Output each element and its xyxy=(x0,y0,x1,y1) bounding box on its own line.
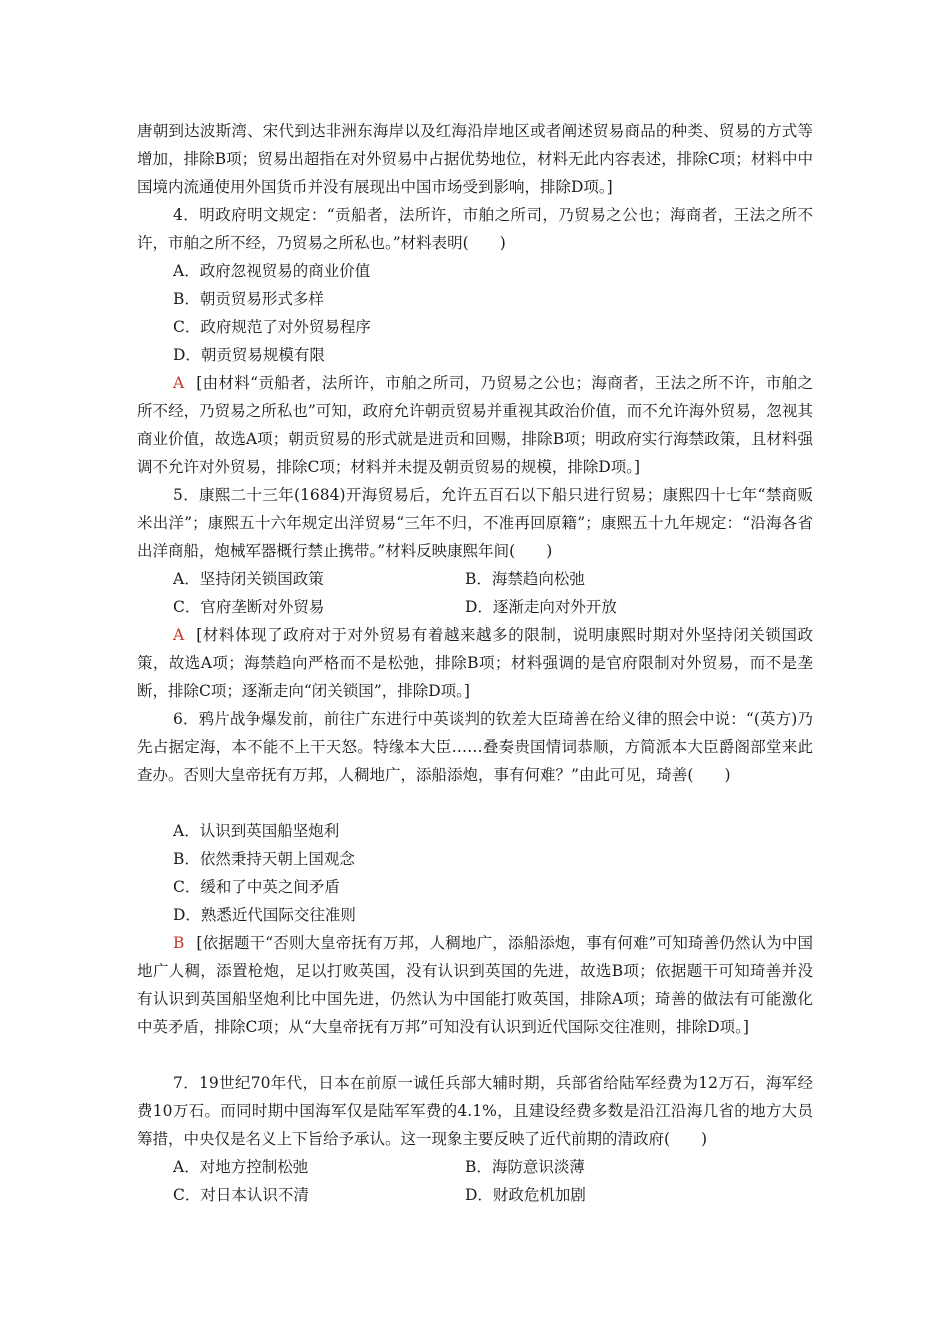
question-7-option-c: C．对日本认识不清 xyxy=(173,1186,309,1204)
question-4-answer: A xyxy=(173,374,185,392)
question-5-option-b: B．海禁趋向松弛 xyxy=(465,570,585,588)
previous-explanation-tail: 唐朝到达波斯湾、宋代到达非洲东海岸以及红海沿岸地区或者阐述贸易商品的种类、贸易的方式等增加，排除B项；贸易出超指在对外贸易中占据优势地位，材料无此内容表述，排除C项；材料中中国境内流通使用外国货币并没有展现出中国市场受到影响，排除D项。] xyxy=(137,122,813,196)
question-4-explanation-text: [由材料“贡船者，法所许，市舶之所司，乃贸易之公也；海商者，王法之所不许，市舶之所不经，乃贸易之所私也”可知，政府允许朝贡贸易并重视其政治价值，而不允许海外贸易，忽视其商业价值，故选A项；朝贡贸易的形式就是进贡和回赐，排除B项；明政府实行海禁政策，且材料强调不允许对外贸易，排除C项；材料并未提及朝贡贸易的规模，排除D项。] xyxy=(137,374,813,476)
question-5-option-d: D．逐渐走向对外开放 xyxy=(465,598,617,616)
question-6-option-a: A．认识到英国船坚炮利 xyxy=(173,822,340,840)
question-4-option-d: D．朝贡贸易规模有限 xyxy=(173,346,325,364)
question-4-option-b: B．朝贡贸易形式多样 xyxy=(173,290,324,308)
question-6-option-c: C．缓和了中英之间矛盾 xyxy=(173,878,340,896)
question-4-option-a: A．政府忽视贸易的商业价值 xyxy=(173,262,371,280)
question-5-answer: A xyxy=(173,626,185,644)
question-5-stem: 5．康熙二十三年(1684)开海贸易后，允许五百石以下船只进行贸易；康熙四十七年“禁商贩米出洋”；康熙五十六年规定出洋贸易“三年不归，不准再回原籍”；康熙五十九年规定：“沿海各省出洋商船，炮械军器概行禁止携带。”材料反映康熙年间( ) xyxy=(137,486,813,560)
question-4-stem: 4．明政府明文规定：“贡船者，法所许，市舶之所司，乃贸易之公也；海商者，王法之所不许，市舶之所不经，乃贸易之所私也。”材料表明( ) xyxy=(137,206,813,252)
question-7-option-a: A．对地方控制松弛 xyxy=(173,1158,309,1176)
question-6-stem: 6．鸦片战争爆发前，前往广东进行中英谈判的钦差大臣琦善在给义律的照会中说：“(英方)乃先占据定海，本不能不上干天怒。特缘本大臣……叠奏贵国情词恭顺，方简派本大臣爵阁部堂来此查办。否则大皇帝抚有万邦，人稠地广，添船添炮，事有何难？”由此可见，琦善( ) xyxy=(137,710,813,784)
question-6-answer: B xyxy=(173,934,185,952)
question-6-option-d: D．熟悉近代国际交往准则 xyxy=(173,906,356,924)
question-4-option-c: C．政府规范了对外贸易程序 xyxy=(173,318,371,336)
question-6-explanation xyxy=(137,929,813,1041)
question-5-explanation-text: [材料体现了政府对于对外贸易有着越来越多的限制，说明康熙时期对外坚持闭关锁国政策，故选A项；海禁趋向严格而不是松弛，排除B项；材料强调的是官府限制对外贸易，而不是垄断，排除C项；逐渐走向“闭关锁国”，排除D项。] xyxy=(137,626,813,700)
question-7-option-d: D．财政危机加剧 xyxy=(465,1186,586,1204)
question-5-option-a: A．坚持闭关锁国政策 xyxy=(173,570,324,588)
question-5-option-c: C．官府垄断对外贸易 xyxy=(173,598,325,616)
question-4-explanation xyxy=(137,369,813,481)
question-7-stem: 7．19世纪70年代，日本在前原一诚任兵部大辅时期，兵部省给陆军经费为12万石，海军经费10万石。而同时期中国海军仅是陆军军费的4.1%，且建设经费多数是沿江沿海几省的地方大员筹措，中央仅是名义上下旨给予承认。这一现象主要反映了近代前期的清政府( ) xyxy=(137,1074,813,1148)
question-7-option-b: B．海防意识淡薄 xyxy=(465,1158,585,1176)
question-6-option-b: B．依然秉持天朝上国观念 xyxy=(173,850,355,868)
question-5-explanation xyxy=(137,621,813,705)
question-6-explanation-text: [依据题干“否则大皇帝抚有万邦，人稠地广，添船添炮，事有何难”可知琦善仍然认为中国地广人稠，添置枪炮，足以打败英国，没有认识到英国的先进，故选B项；依据题干可知琦善并没有认识到英国船坚炮利比中国先进，仍然认为中国能打败英国，排除A项；琦善的做法有可能激化中英矛盾，排除C项；从“大皇帝抚有万邦”可知没有认识到近代国际交往准则，排除D项。] xyxy=(137,934,813,1036)
